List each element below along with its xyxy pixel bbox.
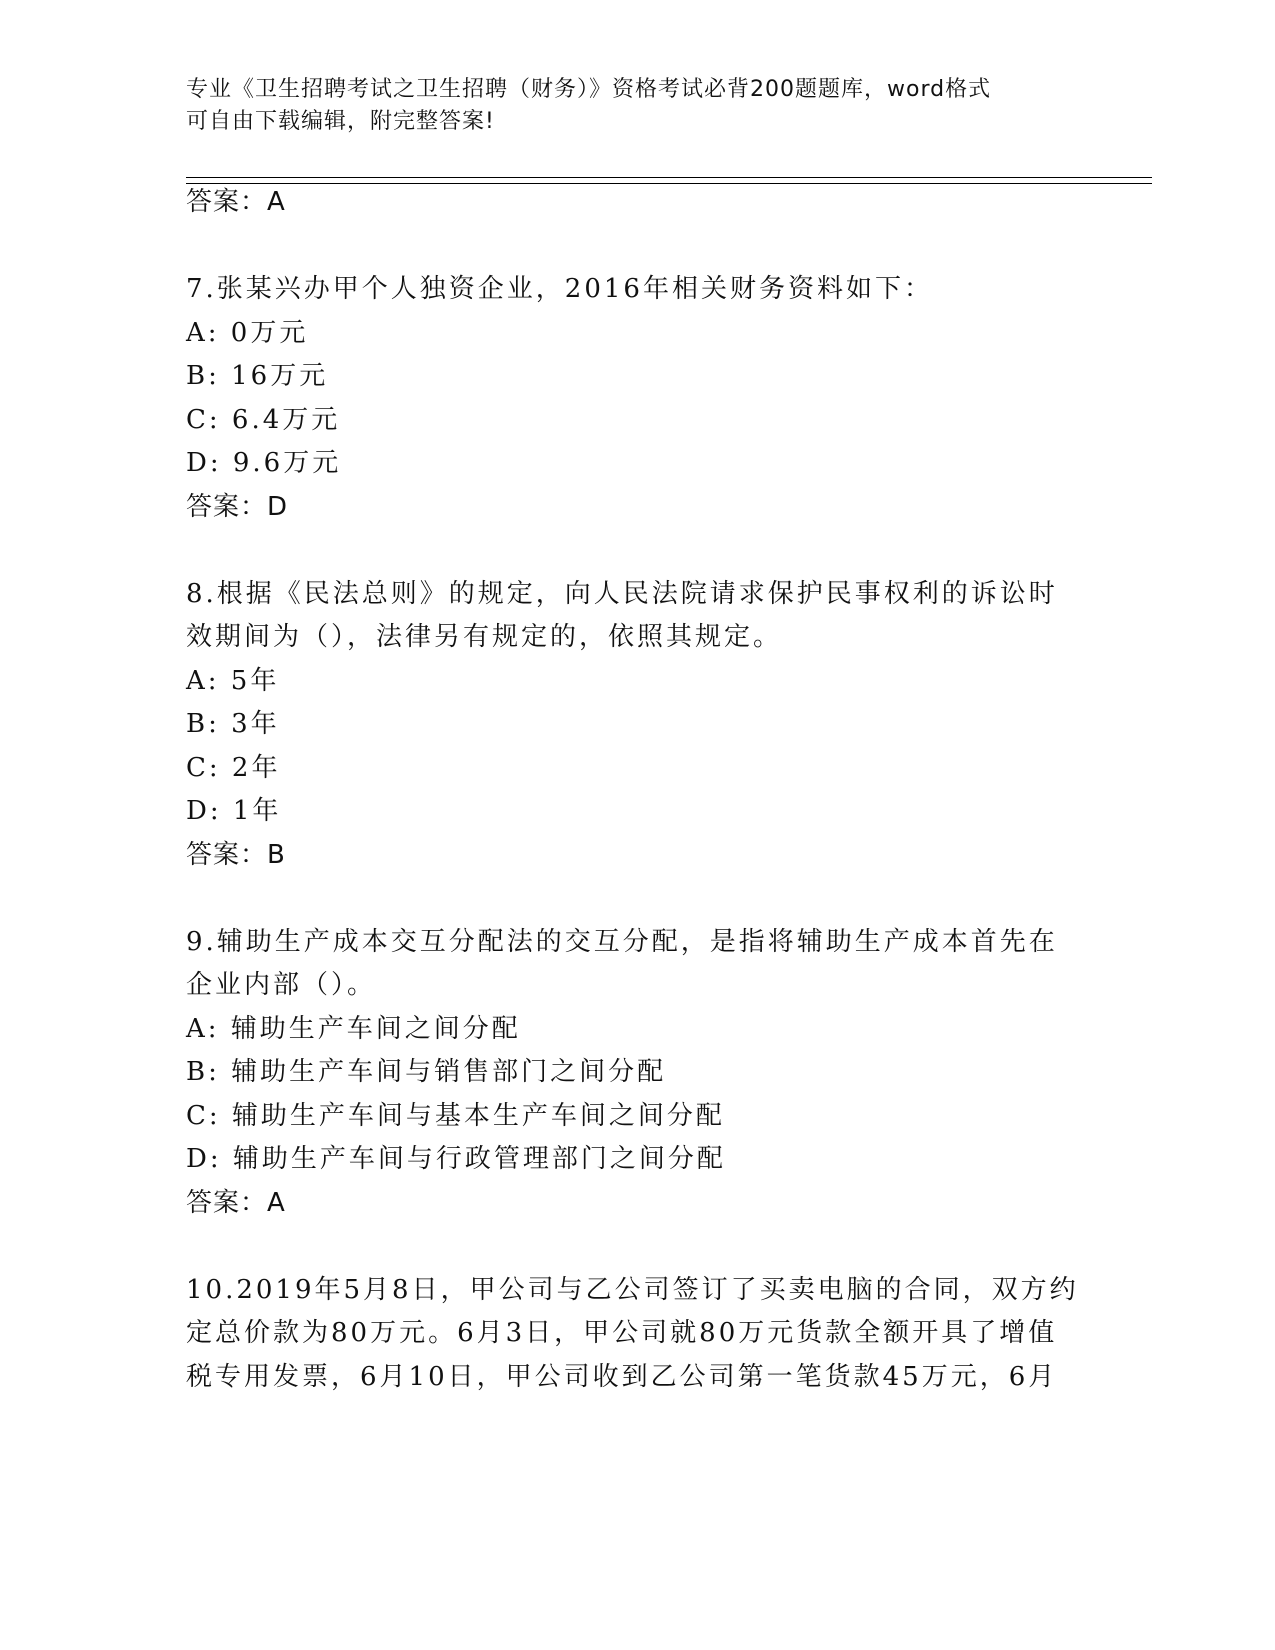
question-9-option-b: B: 辅助生产车间与销售部门之间分配 xyxy=(186,1057,667,1087)
question-9-text-line-1: 9.辅助生产成本交互分配法的交互分配，是指将辅助生产成本首先在 xyxy=(186,927,1058,957)
question-8-option-c: C: 2年 xyxy=(186,753,281,783)
answer-previous: 答案：A xyxy=(186,187,286,217)
question-8-option-a: A: 5年 xyxy=(186,666,280,696)
question-8-option-b: B: 3年 xyxy=(186,709,280,739)
header-line-1: 专业《卫生招聘考试之卫生招聘（财务）》资格考试必背200题题库，word格式 xyxy=(186,77,992,102)
question-9-option-c: C: 辅助生产车间与基本生产车间之间分配 xyxy=(186,1101,725,1131)
question-10-text-line-1: 10.2019年5月8日，甲公司与乙公司签订了买卖电脑的合同，双方约 xyxy=(186,1275,1079,1305)
header-line-2: 可自由下载编辑，附完整答案! xyxy=(186,109,495,134)
question-8-text-line-1: 8.根据《民法总则》的规定，向人民法院请求保护民事权利的诉讼时 xyxy=(186,579,1058,609)
question-7-answer: 答案：D xyxy=(186,492,289,522)
question-8-answer: 答案：B xyxy=(186,840,286,870)
question-9-option-d: D: 辅助生产车间与行政管理部门之间分配 xyxy=(186,1144,726,1174)
header-rule-bottom xyxy=(186,183,1152,184)
question-9-option-a: A: 辅助生产车间之间分配 xyxy=(186,1014,521,1044)
document-header xyxy=(186,74,1066,138)
question-9-answer: 答案：A xyxy=(186,1188,286,1218)
question-9-text-line-2: 企业内部（）。 xyxy=(186,970,377,1000)
question-7-option-a: A: 0万元 xyxy=(186,318,309,348)
question-8-option-d: D: 1年 xyxy=(186,796,282,826)
question-10-text-line-3: 税专用发票，6月10日，甲公司收到乙公司第一笔货款45万元，6月 xyxy=(186,1362,1058,1392)
question-8-text-line-2: 效期间为（），法律另有规定的，依照其规定。 xyxy=(186,622,783,652)
question-7-text: 7.张某兴办甲个人独资企业，2016年相关财务资料如下： xyxy=(186,274,933,304)
question-7-option-d: D: 9.6万元 xyxy=(186,448,342,478)
header-rule-top xyxy=(186,177,1152,178)
question-7-option-c: C: 6.4万元 xyxy=(186,405,341,435)
question-7-option-b: B: 16万元 xyxy=(186,361,329,391)
question-10-text-line-2: 定总价款为80万元。6月3日，甲公司就80万元货款全额开具了增值 xyxy=(186,1318,1058,1348)
